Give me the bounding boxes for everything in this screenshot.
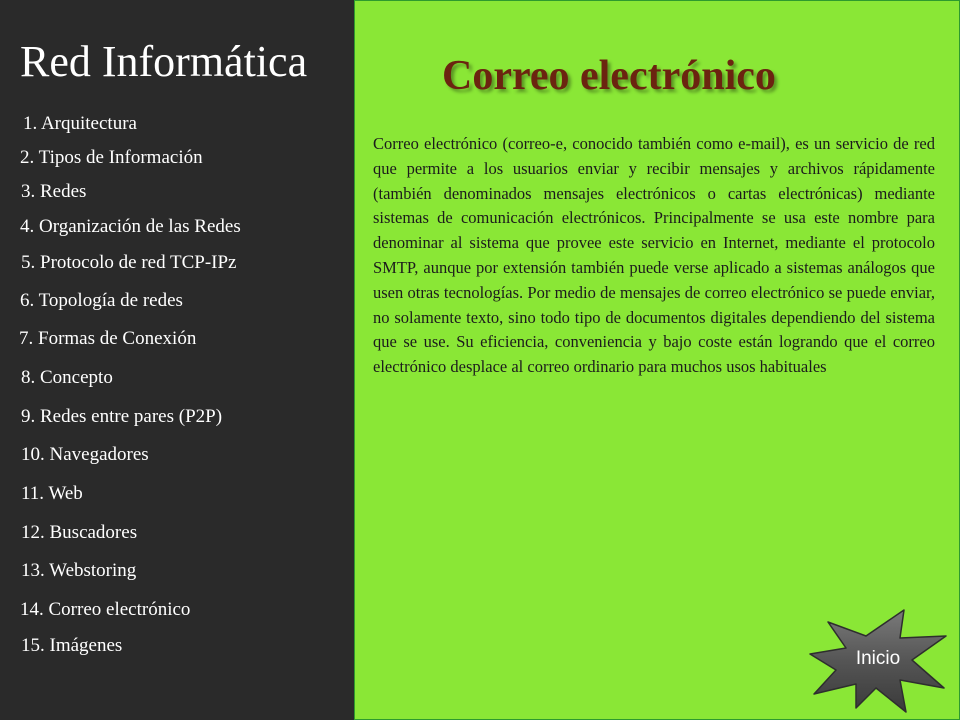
sidebar [0, 0, 354, 720]
nav-item-navegadores[interactable]: 10. Navegadores [21, 444, 149, 465]
page-title: Correo electrónico [442, 53, 776, 99]
nav-item-protocolo-tcp-ip[interactable]: 5. Protocolo de red TCP-IPz [21, 252, 237, 273]
home-button-label: Inicio [855, 648, 901, 669]
nav-item-web[interactable]: 11. Web [21, 483, 83, 504]
nav-item-buscadores[interactable]: 12. Buscadores [21, 522, 138, 543]
site-title: Red Informática [20, 37, 308, 86]
home-button[interactable] [806, 608, 950, 714]
body-paragraph: Correo electrónico (correo-e, conocido también como e-mail), es un servicio de red que permite a los usuarios enviar y recibir mensajes y archivos rápidamente (también denominados mensajes electrónicos o cartas electrónicas) mediante sistemas de comunicación electrónicos. Principalmente se usa este nombre para denominar al sistema que provee este servicio en Internet, mediante el protocolo SMTP, aunque por extensión también puede verse aplicado a sistemas análogos que usen otras tecnologías. Por medio de mensajes de correo electrónico se puede enviar, no solamente texto, sino todo tipo de documentos digitales dependiendo del sistema que se use. Su eficiencia, conveniencia y bajo coste están logrando que el correo electrónico desplace al correo ordinario para muchos usos habituales [373, 134, 935, 377]
nav-item-arquitectura[interactable]: 1. Arquitectura [23, 113, 137, 134]
nav-item-redes-p2p[interactable]: 9. Redes entre pares (P2P) [21, 406, 223, 427]
nav-item-imagenes[interactable]: 15. Imágenes [21, 635, 123, 656]
nav-item-redes[interactable]: 3. Redes [21, 181, 87, 202]
nav-item-concepto[interactable]: 8. Concepto [21, 367, 113, 388]
nav-item-topologia[interactable]: 6. Topología de redes [20, 290, 183, 311]
nav-item-webstoring[interactable]: 13. Webstoring [21, 560, 137, 581]
nav-item-tipos-de-informacion[interactable]: 2. Tipos de Información [20, 147, 203, 168]
nav-item-organizacion-redes[interactable]: 4. Organización de las Redes [20, 216, 241, 237]
nav-item-correo-electronico[interactable]: 14. Correo electrónico [20, 599, 191, 620]
nav-item-formas-de-conexion[interactable]: 7. Formas de Conexión [19, 328, 197, 349]
